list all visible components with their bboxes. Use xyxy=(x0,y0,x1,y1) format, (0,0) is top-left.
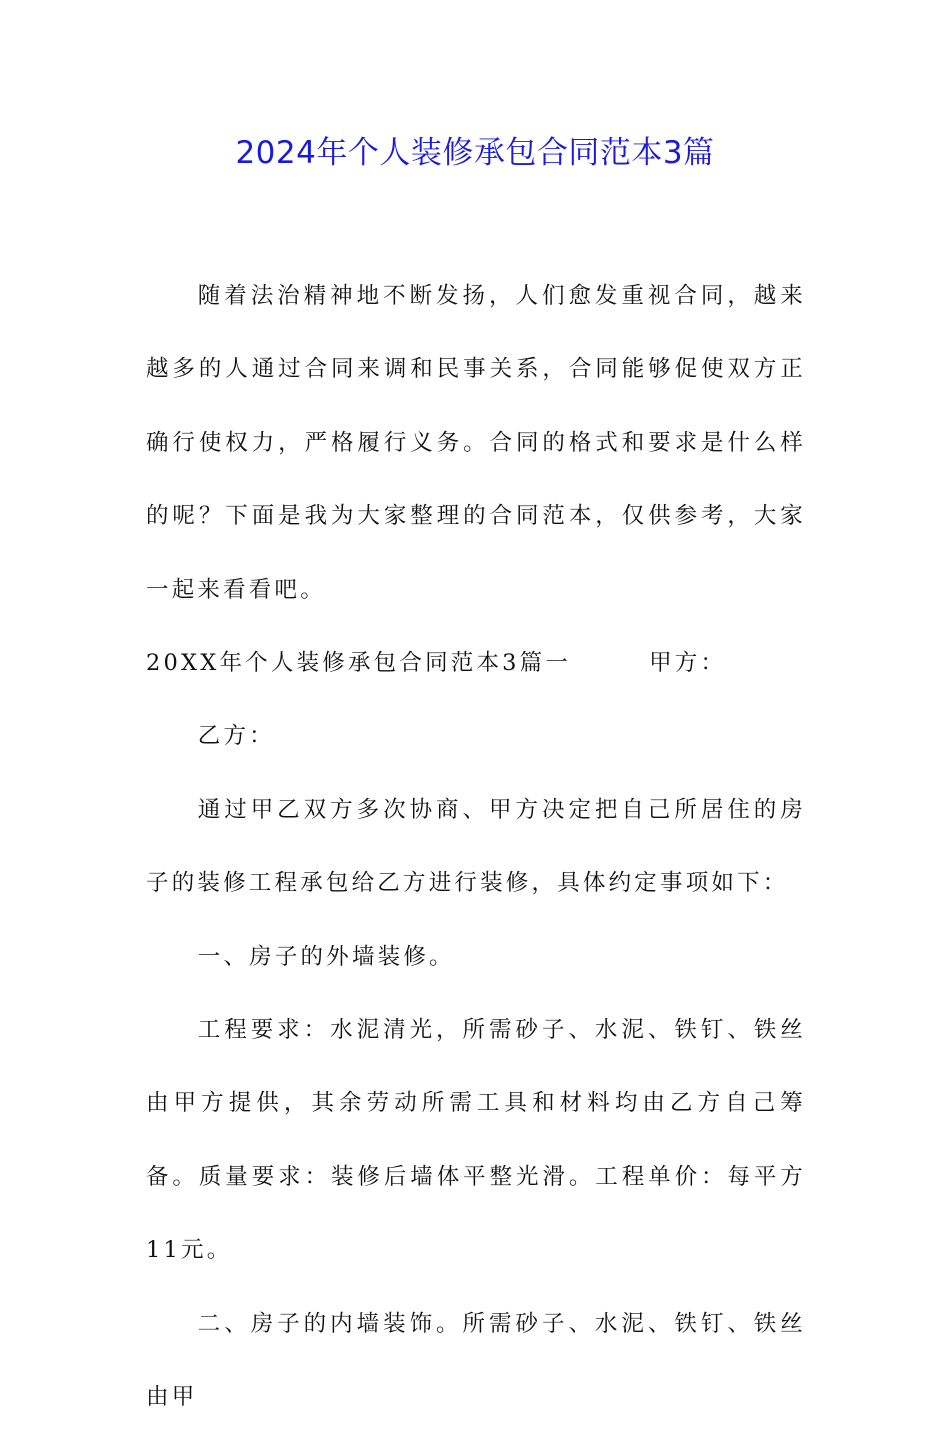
clause-1-requirements: 工程要求：水泥清光，所需砂子、水泥、铁钉、铁丝由甲方提供，其余劳动所需工具和材料均由乙方自己筹备。质量要求：装修后墙体平整光滑。工程单价：每平方11元。 xyxy=(146,1017,806,1264)
agreement-paragraph: 通过甲乙双方多次协商、甲方决定把自己所居住的房子的装修工程承包给乙方进行装修，具体约定事项如下： xyxy=(146,796,806,897)
document-title: 2024年个人装修承包合同范本3篇 xyxy=(235,135,715,171)
section-heading-line xyxy=(146,627,806,700)
section-heading: 20XX年个人装修承包合同范本3篇一 xyxy=(146,650,572,677)
clause-2-paragraph: 二、房子的内墙装饰。所需砂子、水泥、铁钉、铁丝由甲 xyxy=(146,1310,806,1411)
party-a-label: 甲方： xyxy=(649,650,727,677)
intro-paragraph: 随着法治精神地不断发扬，人们愈发重视合同，越来越多的人通过合同来调和民事关系，合同能够促使双方正确行使权力，严格履行义务。合同的格式和要求是什么样的呢？下面是我为大家整理的合同范本，仅供参考，大家一起来看看吧。 xyxy=(146,283,806,603)
clause-1-heading: 一、房子的外墙装修。 xyxy=(197,943,455,970)
party-b-label: 乙方： xyxy=(197,723,275,750)
document-body xyxy=(146,260,806,1435)
